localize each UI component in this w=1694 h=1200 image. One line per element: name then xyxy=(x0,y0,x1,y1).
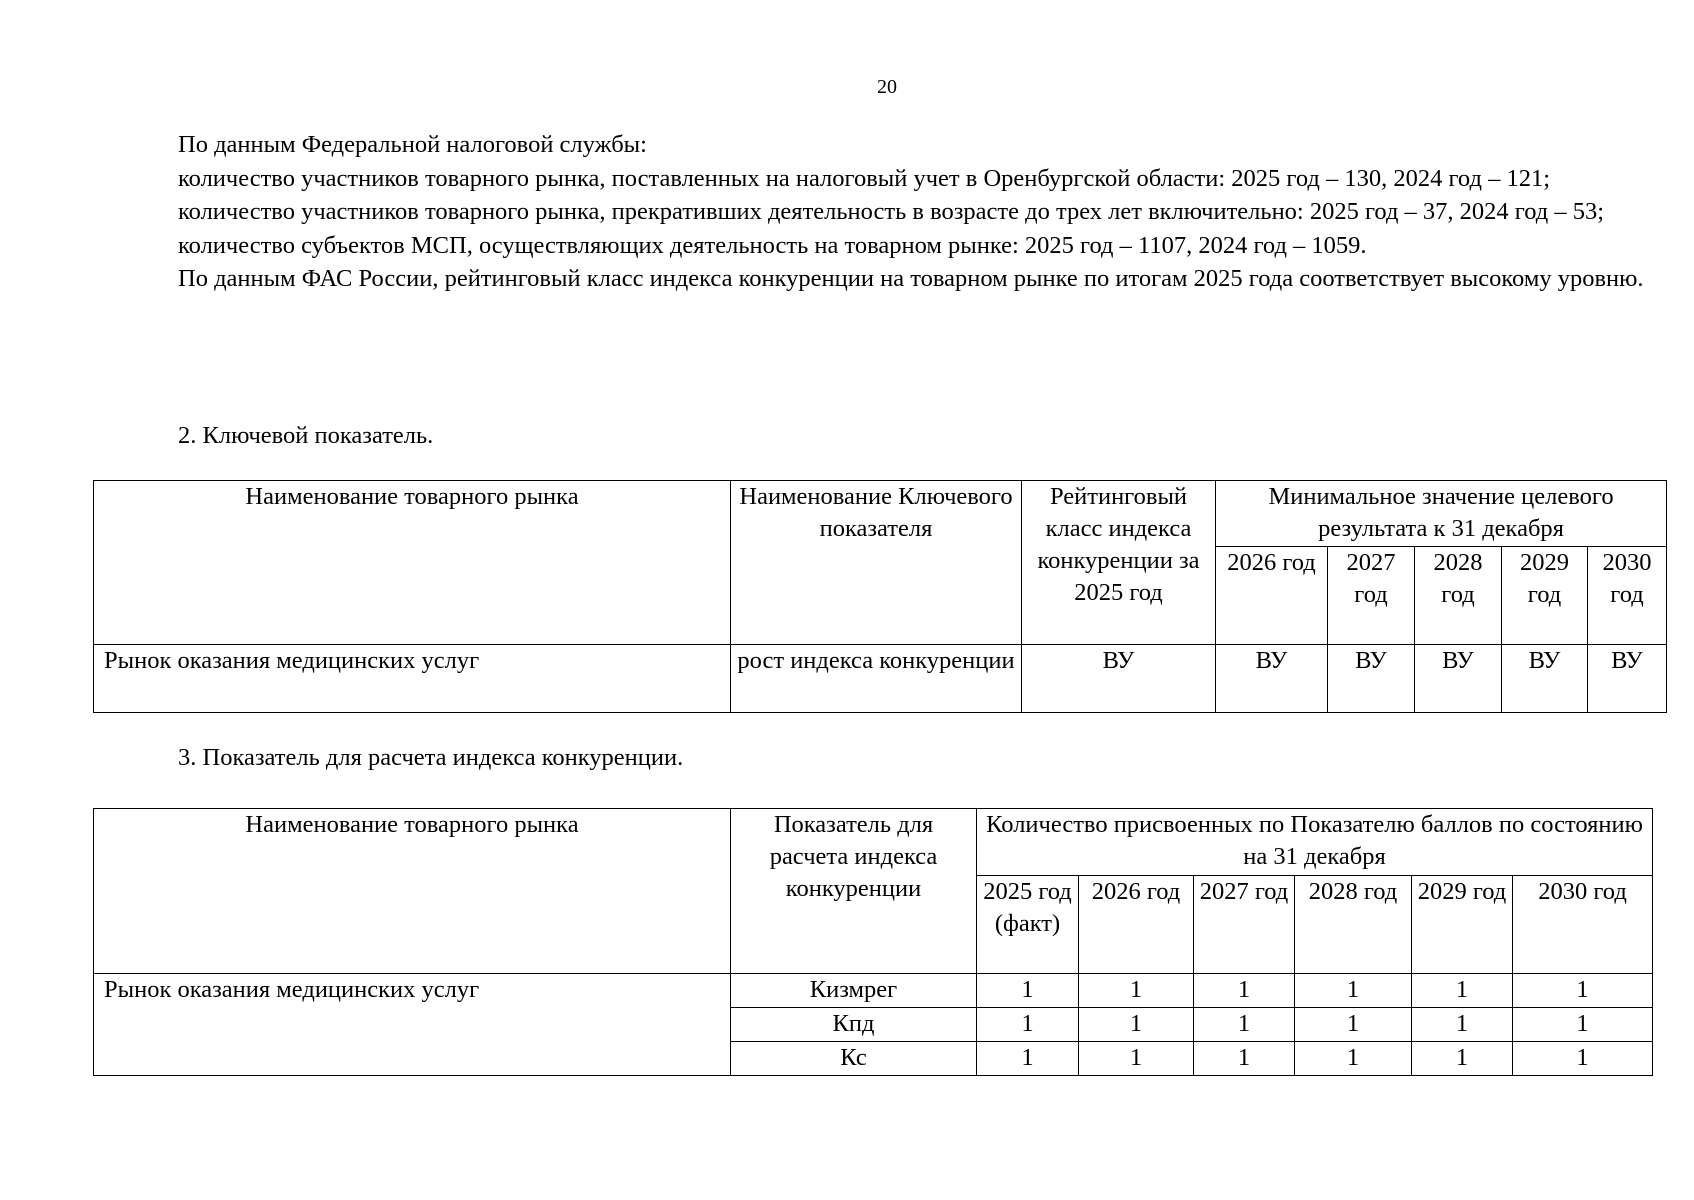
cell-indicator: Кпд xyxy=(731,1008,977,1042)
header-target: Минимальное значение целевого результата к 31 декабря xyxy=(1216,481,1667,547)
header-points: Количество присвоенных по Показателю баллов по состоянию на 31 декабря xyxy=(977,809,1653,876)
cell-value: 1 xyxy=(1295,1042,1412,1076)
cell-value: 1 xyxy=(1412,1008,1513,1042)
cell-indicator: рост индекса конкуренции xyxy=(731,645,1022,713)
header-year: 2026 год xyxy=(1079,876,1194,974)
header-year: 2027 год xyxy=(1328,547,1415,645)
header-indicator: Наименование Ключевого показателя xyxy=(731,481,1022,645)
header-year: 2030 год xyxy=(1588,547,1667,645)
competition-index-table xyxy=(93,808,1653,1076)
header-year: 2028 год xyxy=(1415,547,1502,645)
cell-value: 1 xyxy=(1079,974,1194,1008)
table-row xyxy=(94,974,1653,1008)
header-year: 2025 год (факт) xyxy=(977,876,1079,974)
section-heading-competition-index: 3. Показатель для расчета индекса конкуренции. xyxy=(178,744,684,771)
key-indicator-table xyxy=(93,480,1667,713)
paragraph: По данным Федеральной налоговой службы: xyxy=(178,131,647,158)
cell-value: 1 xyxy=(977,974,1079,1008)
cell-value: 1 xyxy=(1513,1008,1653,1042)
header-year: 2029 год xyxy=(1412,876,1513,974)
header-year: 2030 год xyxy=(1513,876,1653,974)
section-heading-key-indicator: 2. Ключевой показатель. xyxy=(178,422,434,449)
header-year: 2027 год xyxy=(1194,876,1295,974)
cell-value: 1 xyxy=(1513,1042,1653,1076)
header-year: 2028 год xyxy=(1295,876,1412,974)
table-row xyxy=(94,645,1667,713)
paragraph: количество участников товарного рынка, прекративших деятельность в возрасте до трех лет включительно: 2025 год – 37, 2024 год – 53; xyxy=(178,198,1605,225)
cell-value: 1 xyxy=(1079,1008,1194,1042)
page-number: 20 xyxy=(877,76,897,98)
cell-value: 1 xyxy=(1194,1008,1295,1042)
cell-value: ВУ xyxy=(1588,645,1667,713)
cell-value: 1 xyxy=(1079,1042,1194,1076)
header-market: Наименование товарного рынка xyxy=(94,809,731,974)
paragraph: количество субъектов МСП, осуществляющих деятельность на товарном рынке: 2025 год – 1107, 2024 год – 1059. xyxy=(178,231,1367,259)
paragraph: количество участников товарного рынка, поставленных на налоговый учет в Оренбургской области: 2025 год – 130, 2024 год – 121; xyxy=(178,164,1550,192)
header-year: 2029 год xyxy=(1502,547,1588,645)
paragraph: По данным ФАС России, рейтинговый класс индекса конкуренции на товарном рынке по итогам 2025 года соответствует высокому уровню. xyxy=(178,265,1644,292)
cell-value: ВУ xyxy=(1502,645,1588,713)
cell-indicator: Кс xyxy=(731,1042,977,1076)
cell-value: 1 xyxy=(1194,974,1295,1008)
cell-value: ВУ xyxy=(1328,645,1415,713)
cell-market: Рынок оказания медицинских услуг xyxy=(94,974,731,1076)
header-indicator: Показатель для расчета индекса конкуренции xyxy=(731,809,977,974)
header-year: 2026 год xyxy=(1216,547,1328,645)
cell-value: 1 xyxy=(1295,1008,1412,1042)
cell-value: 1 xyxy=(1295,974,1412,1008)
cell-value: ВУ xyxy=(1415,645,1502,713)
cell-value: ВУ xyxy=(1216,645,1328,713)
cell-indicator: Кизмрег xyxy=(731,974,977,1008)
cell-value: 1 xyxy=(1412,1042,1513,1076)
header-market: Наименование товарного рынка xyxy=(94,481,731,645)
cell-value: 1 xyxy=(1412,974,1513,1008)
header-rating: Рейтинговый класс индекса конкуренции за 2025 год xyxy=(1022,481,1216,645)
cell-rating: ВУ xyxy=(1022,645,1216,713)
cell-value: 1 xyxy=(977,1008,1079,1042)
cell-value: 1 xyxy=(1194,1042,1295,1076)
body-text xyxy=(108,128,1666,296)
cell-value: 1 xyxy=(977,1042,1079,1076)
cell-value: 1 xyxy=(1513,974,1653,1008)
cell-market: Рынок оказания медицинских услуг xyxy=(94,645,731,713)
